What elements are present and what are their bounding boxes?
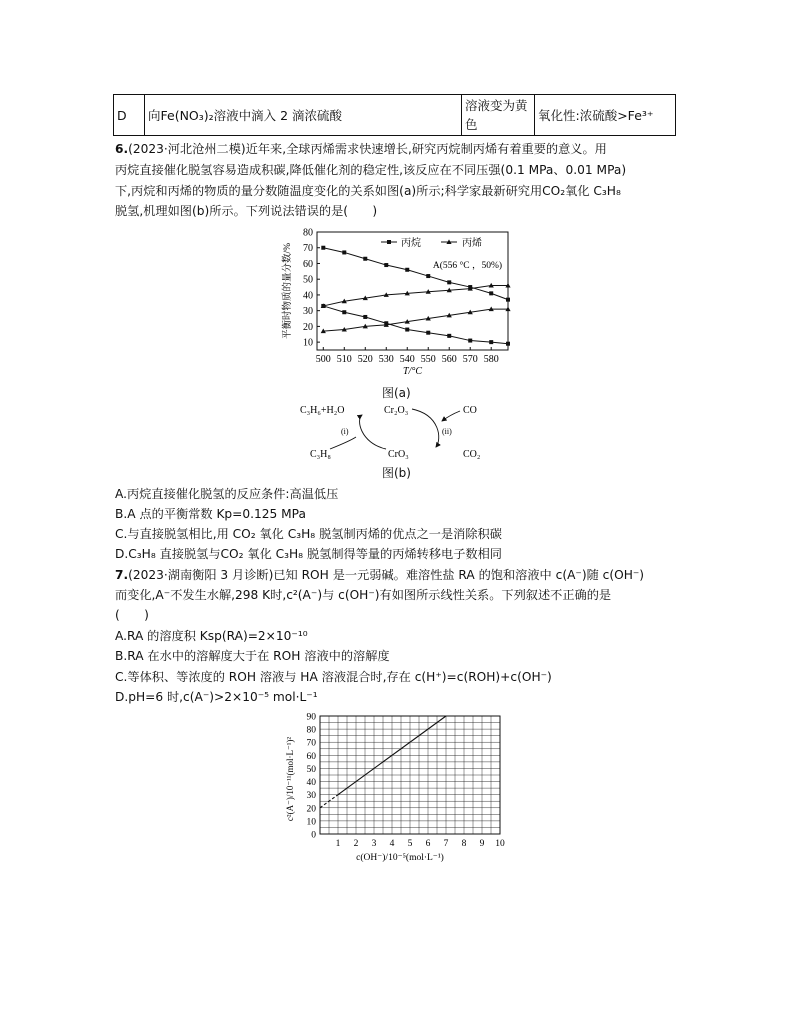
x-axis-label: T/°C — [402, 366, 423, 377]
x-axis-label: c(OH⁻)/10⁻⁵(mol·L⁻¹) — [356, 853, 444, 863]
x-tick-label: 2 — [353, 839, 359, 849]
x-tick-label: 520 — [357, 354, 373, 365]
mech-bottom-right: CO₂ — [463, 449, 481, 460]
data-point — [426, 331, 430, 335]
data-point — [363, 315, 367, 319]
y-tick-label: 10 — [306, 817, 316, 828]
mech-arrow-i — [360, 415, 386, 449]
q7-line1 — [115, 566, 644, 584]
x-tick-label: 8 — [461, 839, 467, 849]
data-point — [342, 310, 346, 314]
q6-line4: 脱氢,机理如图(b)所示。下列说法错误的是( ) — [115, 204, 378, 218]
x-tick-label: 530 — [378, 354, 394, 365]
y-tick-label: 80 — [306, 725, 316, 736]
mech-arrow-ii-out — [442, 411, 460, 421]
q7-text: (2023·湖南衡阳 3 月诊断)已知 ROH 是一元弱碱。难溶性盐 RA 的饱和溶液中 c(A⁻)随 c(OH⁻) — [128, 568, 645, 582]
mech-label-ii: (ii) — [442, 427, 452, 436]
data-point — [384, 263, 388, 267]
y-axis-label: 平衡时物质的量分数/% — [283, 242, 293, 340]
data-point — [405, 268, 409, 272]
mech-top-left: C₃H₆+H₂O — [300, 405, 345, 416]
q6-line2: 丙烷直接催化脱氢容易造成积碳,降低催化剂的稳定性,该反应在不同压强(0.1 MPa、0.01 MPa) — [115, 163, 627, 177]
x-tick-label: 3 — [371, 839, 377, 849]
data-point — [321, 246, 325, 250]
table-cell: D — [114, 95, 145, 136]
y-tick-label: 20 — [303, 321, 313, 333]
data-point — [342, 250, 346, 254]
y-tick-label: 90 — [306, 712, 316, 723]
q6-option-a: A.丙烷直接催化脱氢的反应条件:高温低压 — [115, 487, 339, 501]
q6-option-b: B.A 点的平衡常数 Kp=0.125 MPa — [115, 507, 306, 521]
data-point — [506, 298, 510, 302]
q6-number: 6. — [115, 142, 129, 156]
y-tick-label: 10 — [303, 337, 313, 349]
legend-label-propene: 丙烯 — [462, 238, 482, 249]
x-tick-label: 540 — [399, 354, 415, 365]
chart-b — [282, 706, 512, 864]
mech-bottom-center: CrO₃ — [388, 449, 409, 460]
x-tick-label: 510 — [336, 354, 352, 365]
plot-frame — [317, 232, 508, 350]
x-tick-label: 10 — [495, 839, 505, 849]
data-point — [489, 291, 493, 295]
mech-bottom-left: C₃H₈ — [310, 449, 331, 460]
table-cell: 溶液变为黄色 — [462, 95, 535, 136]
point-a-annotation: A(556 °C ，50%) — [432, 261, 503, 272]
y-tick-label: 70 — [303, 243, 313, 255]
top-table — [113, 94, 676, 136]
y-tick-label: 60 — [303, 258, 313, 270]
y-tick-label: 30 — [306, 791, 316, 802]
q7-option-c: C.等体积、等浓度的 ROH 溶液与 HA 溶液混合时,存在 c(H⁺)=c(ROH)+c(OH⁻) — [115, 670, 552, 684]
q6-option-d: D.C₃H₈ 直接脱氢与CO₂ 氧化 C₃H₈ 脱氢制得等量的丙烯转移电子数相同 — [115, 547, 502, 561]
x-tick-label: 570 — [462, 354, 478, 365]
table-cell: 氧化性:浓硫酸>Fe³⁺ — [535, 95, 676, 136]
data-point — [489, 340, 493, 344]
q6-line1 — [115, 140, 607, 158]
data-point — [405, 328, 409, 332]
y-tick-label: 20 — [306, 804, 316, 815]
table-row — [114, 95, 676, 136]
fig-b-caption: 图(b) — [382, 466, 411, 480]
data-point — [447, 334, 451, 338]
series-line-0 — [323, 248, 508, 300]
y-tick-label: 50 — [306, 764, 316, 775]
data-point — [506, 342, 510, 346]
x-tick-label: 500 — [315, 354, 331, 365]
q7-option-b: B.RA 在水中的溶解度大于在 ROH 溶液中的溶解度 — [115, 649, 390, 663]
q7-line3: ( ) — [115, 608, 149, 622]
y-tick-label: 40 — [306, 778, 316, 789]
series-line-2 — [323, 309, 508, 331]
mech-label-i: (i) — [341, 427, 349, 436]
mech-top-right: CO — [463, 405, 477, 416]
q7-option-d: D.pH=6 时,c(A⁻)>2×10⁻⁵ mol·L⁻¹ — [115, 690, 318, 704]
data-point — [363, 257, 367, 261]
mechanism-diagram — [300, 397, 500, 463]
x-tick-label: 4 — [389, 839, 395, 849]
y-tick-label: 70 — [306, 738, 316, 749]
x-tick-label: 6 — [425, 839, 431, 849]
y-axis-label: c²(A⁻)/10⁻¹¹(mol·L⁻¹)² — [285, 736, 295, 822]
x-tick-label: 7 — [443, 839, 449, 849]
y-tick-label: 50 — [303, 274, 313, 286]
data-point — [426, 274, 430, 278]
q6-text: (2023·河北沧州二模)近年来,全球丙烯需求快速增长,研究丙烷制丙烯有着重要的意义。用 — [128, 142, 607, 156]
series-line-3 — [323, 285, 508, 305]
chart-a-caption: 图(a) — [382, 386, 411, 400]
data-point — [468, 339, 472, 343]
q6-line3: 下,丙烷和丙烯的物质的量分数随温度变化的关系如图(a)所示;科学家最新研究用CO₂氧化 C₃H₈ — [115, 184, 621, 198]
data-point — [447, 280, 451, 284]
y-tick-label: 80 — [303, 227, 313, 239]
q7-option-a: A.RA 的溶度积 Ksp(RA)=2×10⁻¹⁰ — [115, 629, 308, 643]
y-tick-label: 0 — [311, 830, 316, 841]
y-tick-label: 40 — [303, 290, 313, 302]
x-tick-label: 5 — [407, 839, 413, 849]
mech-arrow-i-in — [330, 437, 356, 449]
x-tick-label: 550 — [420, 354, 436, 365]
mech-top-center: Cr₂O₃ — [384, 405, 409, 416]
q7-number: 7. — [115, 568, 129, 582]
x-tick-label: 580 — [483, 354, 499, 365]
table-cell: 向Fe(NO₃)₂溶液中滴入 2 滴浓硫酸 — [145, 95, 462, 136]
series-line-1 — [323, 306, 508, 344]
chart-a — [280, 224, 530, 389]
x-tick-label: 9 — [479, 839, 485, 849]
q6-option-c: C.与直接脱氢相比,用 CO₂ 氧化 C₃H₈ 脱氢制丙烯的优点之一是消除积碳 — [115, 527, 502, 541]
y-tick-label: 30 — [303, 306, 313, 318]
q7-line2: 而变化,A⁻不发生水解,298 K时,c²(A⁻)与 c(OH⁻)有如图所示线性关系。下列叙述不正确的是 — [115, 588, 612, 602]
mech-arrow-ii — [412, 409, 439, 447]
x-tick-label: 560 — [441, 354, 457, 365]
x-tick-label: 1 — [335, 839, 341, 849]
legend-label-propane: 丙烷 — [401, 238, 421, 249]
y-tick-label: 60 — [306, 751, 316, 762]
